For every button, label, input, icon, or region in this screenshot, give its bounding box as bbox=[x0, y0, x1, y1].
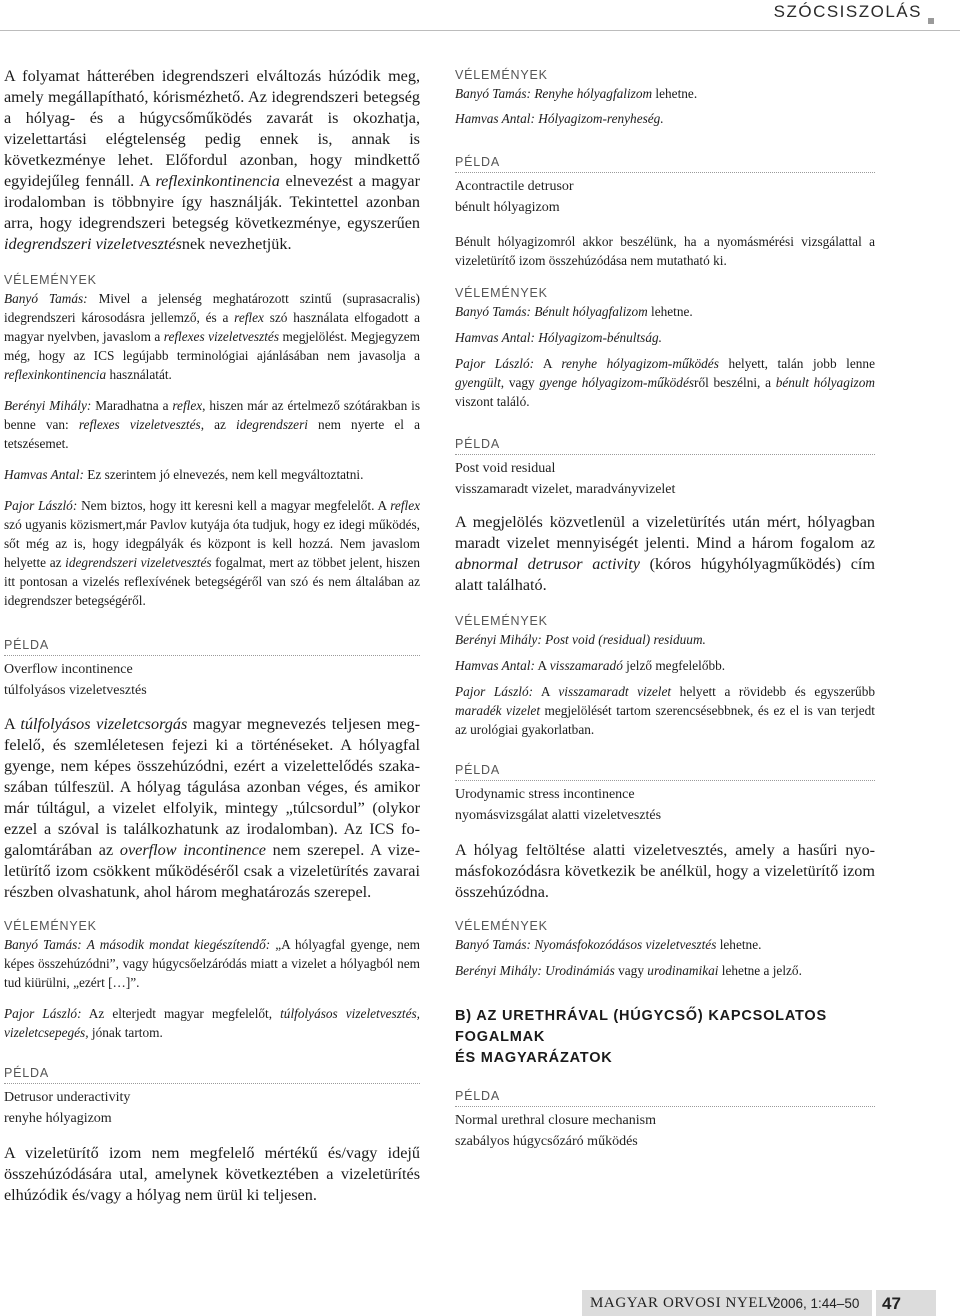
italic-run: reflex bbox=[390, 498, 420, 513]
italic-run: gyenge hólyagizom-működés bbox=[539, 375, 695, 390]
text-run: nek nevezhetjük. bbox=[181, 235, 292, 253]
text-run: szó használata elfogadott a magyar nyelvben, javaslom a bbox=[4, 310, 420, 344]
italic-run: Hamvas Antal: bbox=[455, 658, 535, 673]
opinions-label: VÉLEMÉNYEK bbox=[4, 919, 97, 933]
text-run: magyar megnevezés teljesen megfelelő, és szemléletesen fejezi ki a történéseket. A hólyagfal gyenge, nem képes összehúzódni, ezért a vizelettelődés szakaszában túlfeszül. A hólyag tágulása azonban véges, és amikor már túltágul, a vizelet elfolyik, mintegy „túlcsordul” (olykor ezzel a szóval is találkozhatunk az irodalomban). Az ICS fogalomtárában az bbox=[4, 715, 420, 859]
italic-run: reflex bbox=[172, 398, 203, 413]
italic-run: Hamvas Antal: bbox=[455, 330, 535, 345]
opinions-block bbox=[455, 935, 875, 980]
italic-run: reflexinkontinencia bbox=[4, 367, 107, 382]
section-heading: ÉS MAGYARÁZATOK bbox=[455, 1050, 613, 1066]
italic-run: abnormal detrusor activity bbox=[455, 555, 640, 573]
italic-run: Pajor László: bbox=[4, 1006, 82, 1021]
left-column bbox=[4, 66, 420, 1206]
text-run: elnevezést a magyar irodalomban is többnyire így használják. Tekintettel azonban arra, hogy idegrendszeri betegség következménye, egyszerűen bbox=[4, 172, 420, 232]
text-run: A folyamat hátterében idegrendszeri elváltozás húzódik meg, amely megállapítható, kórismézhető. Az idegrendszeri betegség a hólyag- és a húgycsőműködés zavarát is okozhatja, vizelettartási elégtelenség pedig ennek is, annak is következménye lehet. Előfordul azonban, hogy mindkettő egyidejűleg fennáll. A bbox=[4, 67, 420, 190]
text-run: lehetne. bbox=[652, 86, 698, 101]
footer-divider bbox=[872, 1290, 876, 1316]
opinion-entry bbox=[455, 302, 875, 321]
example-term-hu: bénult hólyagizom bbox=[455, 200, 560, 215]
text-run: , az bbox=[200, 417, 237, 432]
italic-run: Renyhe hólyagfalizom bbox=[534, 86, 653, 101]
example-label: PÉLDA bbox=[4, 636, 420, 656]
opinion-entry bbox=[455, 961, 875, 980]
example-term-hu: visszamaradt vizelet, maradványvizelet bbox=[455, 482, 676, 497]
italic-run: Berényi Mihály: bbox=[4, 398, 92, 413]
opinion-entry bbox=[455, 84, 875, 103]
opinions-block bbox=[455, 302, 875, 411]
text-run: megjelölést. Megjegyzem még, hogy az ICS legújabb terminológiai ajánlásában nem javasolja a bbox=[4, 329, 421, 363]
paragraph bbox=[455, 840, 875, 903]
section-title: SZÓCSISZOLÁS bbox=[773, 2, 922, 21]
text-run: „A hólyagfal gyenge, nem képes összehúzódni”, vagy húgycsőelzáródás miatt a vizelet a hólyagból nem tud kiürülni, „ezért […]”. bbox=[4, 937, 420, 990]
example-label: PÉLDA bbox=[455, 1087, 875, 1107]
italic-run: Berényi Mihály: bbox=[455, 963, 542, 978]
text-run: fogalmat, mert az többet jelent, hiszen itt pontosan a vizelés reflexívének betegségéről van szó és nem általában az idegrendszer betegségéről. bbox=[4, 555, 420, 608]
text-run: A bbox=[534, 658, 550, 673]
text-run: Maradhatna a bbox=[91, 398, 173, 413]
italic-run: Banyó Tamás: bbox=[4, 291, 88, 306]
opinions-block bbox=[455, 84, 875, 128]
opinion-entry bbox=[455, 630, 875, 649]
text-run: ről beszélni, a bbox=[694, 375, 776, 390]
italic-run: Nyomásfokozódásos vizeletvesztés bbox=[534, 937, 717, 952]
italic-run: reflex bbox=[234, 310, 264, 325]
opinion-entry bbox=[455, 935, 875, 954]
example-term-en: Urodynamic stress incontinence bbox=[455, 787, 635, 802]
text-run: A vizeletürítő izom nem megfelelő mértékű és/vagy idejű összehúzódására utal, amelynek következtében a vizeletürítés elhúzódik és/vagy a hólyag nem ürül ki teljesen. bbox=[4, 1144, 420, 1204]
italic-run: túlfolyásos vizeletcsorgás bbox=[20, 715, 188, 733]
example-term-hu: túlfolyásos vizeletvesztés bbox=[4, 683, 147, 698]
page-number: 47 bbox=[882, 1294, 901, 1313]
example-label: PÉLDA bbox=[455, 435, 875, 455]
header-rule bbox=[0, 30, 960, 31]
example-term-en: Overflow incontinence bbox=[4, 662, 133, 677]
text-run: A bbox=[4, 715, 21, 733]
italic-run: reflexinkontinencia bbox=[155, 172, 280, 190]
opinions-block bbox=[4, 935, 420, 1042]
italic-run: visszamaradt vizelet bbox=[558, 684, 672, 699]
example-term-en: Acontractile detrusor bbox=[455, 179, 574, 194]
opinion-entry bbox=[4, 496, 420, 610]
paragraph bbox=[4, 714, 420, 903]
right-column bbox=[455, 66, 875, 1152]
example-label: PÉLDA bbox=[4, 1064, 420, 1084]
text-run: (kóros húgyhólyagműködés) cím alatt található. bbox=[455, 555, 875, 594]
italic-run: idegrendszeri vizeletvesztés bbox=[65, 555, 212, 570]
text-run: A megjelölés közvetlenül a vizeletürítés után mért, hólyagban maradt vizelet mennyiségét jelenti. Mind a három fogalom az bbox=[455, 513, 875, 552]
example-label: PÉLDA bbox=[455, 153, 875, 173]
example-label: PÉLDA bbox=[455, 761, 875, 781]
text-run: megjelölését tartom szerencsésebbnek, és ez el is van terjedt az urológiai gyakorlatban. bbox=[455, 703, 875, 737]
text-run: helyett, talán jobb lenne bbox=[718, 356, 875, 371]
definition-text bbox=[455, 232, 875, 270]
opinions-label: VÉLEMÉNYEK bbox=[455, 286, 548, 300]
page-header bbox=[0, 0, 960, 32]
header-square-mark bbox=[928, 18, 934, 24]
example-term-hu: renyhe hólyagizom bbox=[4, 1111, 112, 1126]
text-run: , hiszen már az értelmező szótárakban is benne van: bbox=[4, 398, 420, 432]
italic-run: Banyó Tamás: bbox=[455, 937, 531, 952]
italic-run: Pajor László: bbox=[4, 498, 78, 513]
opinions-label: VÉLEMÉNYEK bbox=[4, 273, 97, 287]
text-run: Nem biztos, hogy itt keresni kell a magyar megfelelőt. A bbox=[77, 498, 391, 513]
journal-name: MAGYAR ORVOSI NYELV bbox=[590, 1295, 778, 1311]
text-run: lehetne. bbox=[647, 304, 693, 319]
opinion-entry bbox=[455, 109, 875, 128]
text-run: szó ugyanis közismert,már Pavlov kutyája óta tudjuk, hogy ez idegi működés, sőt még az is, hogy idegpályák és központ is kell hozzá. Nem javaslom helyette az bbox=[4, 517, 420, 570]
italic-run: renyhe hólyagizom-működés bbox=[561, 356, 719, 371]
opinion-entry bbox=[4, 465, 420, 484]
text-run: Bénult hólyagizomról akkor beszélünk, ha a nyomásmérési vizsgálattal a vizeletürítő izom összehúzódása nem mutatható ki. bbox=[455, 234, 875, 268]
text-run: lehetne. bbox=[716, 937, 762, 952]
italic-run: Urodinámiás bbox=[545, 963, 615, 978]
text-run: A hólyag feltöltése alatti vizeletvesztés, amely a hasűri nyomásfokozódásra következik be anélkül, hogy a vizeletürítő izom összehúzódna. bbox=[455, 841, 875, 901]
opinion-entry bbox=[4, 396, 420, 453]
text-run: A bbox=[533, 684, 559, 699]
italic-run: Post void (residual) residuum. bbox=[545, 632, 706, 647]
italic-run: overflow incontinence bbox=[119, 841, 266, 859]
text-run: viszont találó. bbox=[455, 394, 530, 409]
paragraph bbox=[4, 1143, 420, 1206]
opinion-entry bbox=[455, 328, 875, 347]
paragraph bbox=[455, 512, 875, 596]
opinion-entry bbox=[4, 935, 420, 992]
italic-run: gyengült bbox=[455, 375, 501, 390]
italic-run: Bénult hólyagfalizom bbox=[534, 304, 648, 319]
text-run: lehetne a jelző. bbox=[718, 963, 802, 978]
italic-run: visszamaradó bbox=[549, 658, 623, 673]
opinion-entry bbox=[455, 354, 875, 411]
text-run: helyett a rövidebb és egyszerűbb bbox=[671, 684, 875, 699]
italic-run: reflexes vizeletvesztés bbox=[163, 329, 280, 344]
italic-run: A második mondat kiegészítendő: bbox=[86, 937, 271, 952]
text-run: Mivel a jelenség meghatározott szintű (suprasacralis) idegrendszeri károsodásra jellemző, és a bbox=[4, 291, 420, 325]
italic-run: idegrendszeri bbox=[236, 417, 308, 432]
italic-run: Hamvas Antal: bbox=[4, 467, 84, 482]
italic-run: Banyó Tamás: bbox=[4, 937, 82, 952]
example-term-en: Post void residual bbox=[455, 461, 556, 476]
italic-run: Hólyagizom-bénultság. bbox=[538, 330, 662, 345]
example-term-en: Normal urethral closure mechanism bbox=[455, 1113, 656, 1128]
example-term-hu: szabályos húgycsőzáró működés bbox=[455, 1134, 638, 1149]
opinion-entry bbox=[455, 682, 875, 739]
text-run: Ez szerintem jó elnevezés, nem kell megváltoztatni. bbox=[83, 467, 364, 482]
section-heading: B) AZ URETHRÁVAL (HÚGYCSŐ) KAPCSOLATOS FOGALMAK bbox=[455, 1008, 827, 1045]
opinions-label: VÉLEMÉNYEK bbox=[455, 919, 548, 933]
italic-run: Pajor László: bbox=[455, 684, 534, 699]
text-run: , vagy bbox=[500, 375, 540, 390]
paragraph bbox=[4, 66, 420, 255]
text-run: jónak tartom. bbox=[88, 1025, 163, 1040]
italic-run: bénult hólyagizom bbox=[775, 375, 875, 390]
opinion-entry bbox=[455, 656, 875, 675]
italic-run: idegrendszeri vizeletvesztés bbox=[4, 235, 182, 253]
opinions-block bbox=[455, 630, 875, 739]
italic-run: reflexes vizeletvesztés bbox=[78, 417, 201, 432]
opinion-entry bbox=[4, 289, 420, 384]
text-run: használatát. bbox=[106, 367, 172, 382]
italic-run: Pajor László: bbox=[455, 356, 535, 371]
italic-run: Banyó Tamás: bbox=[455, 86, 531, 101]
example-term-hu: nyomásvizsgálat alatti vizeletvesztés bbox=[455, 808, 662, 823]
opinions-label: VÉLEMÉNYEK bbox=[455, 68, 548, 82]
text-run: nem szerepel. A vizeletürítő izom csökkent működéséről csak a vizeletürítés zavarai részben olvashatunk, ahol három meghatározás szerepel. bbox=[4, 841, 420, 901]
italic-run: Hamvas Antal: bbox=[455, 111, 535, 126]
text-run: vagy bbox=[614, 963, 648, 978]
italic-run: Hólyagizom-renyheség. bbox=[538, 111, 664, 126]
text-run: jelző megfelelőbb. bbox=[622, 658, 726, 673]
text-run: A bbox=[534, 356, 562, 371]
journal-issue: 2006, 1:44–50 bbox=[773, 1296, 860, 1311]
opinions-block bbox=[4, 289, 420, 610]
text-run: nem nyerte el a tetszésemet. bbox=[4, 417, 420, 451]
example-term-en: Detrusor underactivity bbox=[4, 1090, 131, 1105]
italic-run: urodinamikai bbox=[647, 963, 719, 978]
opinions-label: VÉLEMÉNYEK bbox=[455, 614, 548, 628]
italic-run: Berényi Mihály: bbox=[455, 632, 542, 647]
opinion-entry bbox=[4, 1004, 420, 1042]
italic-run: túlfolyásos vizeletvesztés, vizeletcsepegés, bbox=[4, 1006, 420, 1040]
italic-run: maradék vizelet bbox=[455, 703, 541, 718]
text-run: Az elterjedt magyar megfelelőt, bbox=[81, 1006, 281, 1021]
italic-run: Banyó Tamás: bbox=[455, 304, 531, 319]
